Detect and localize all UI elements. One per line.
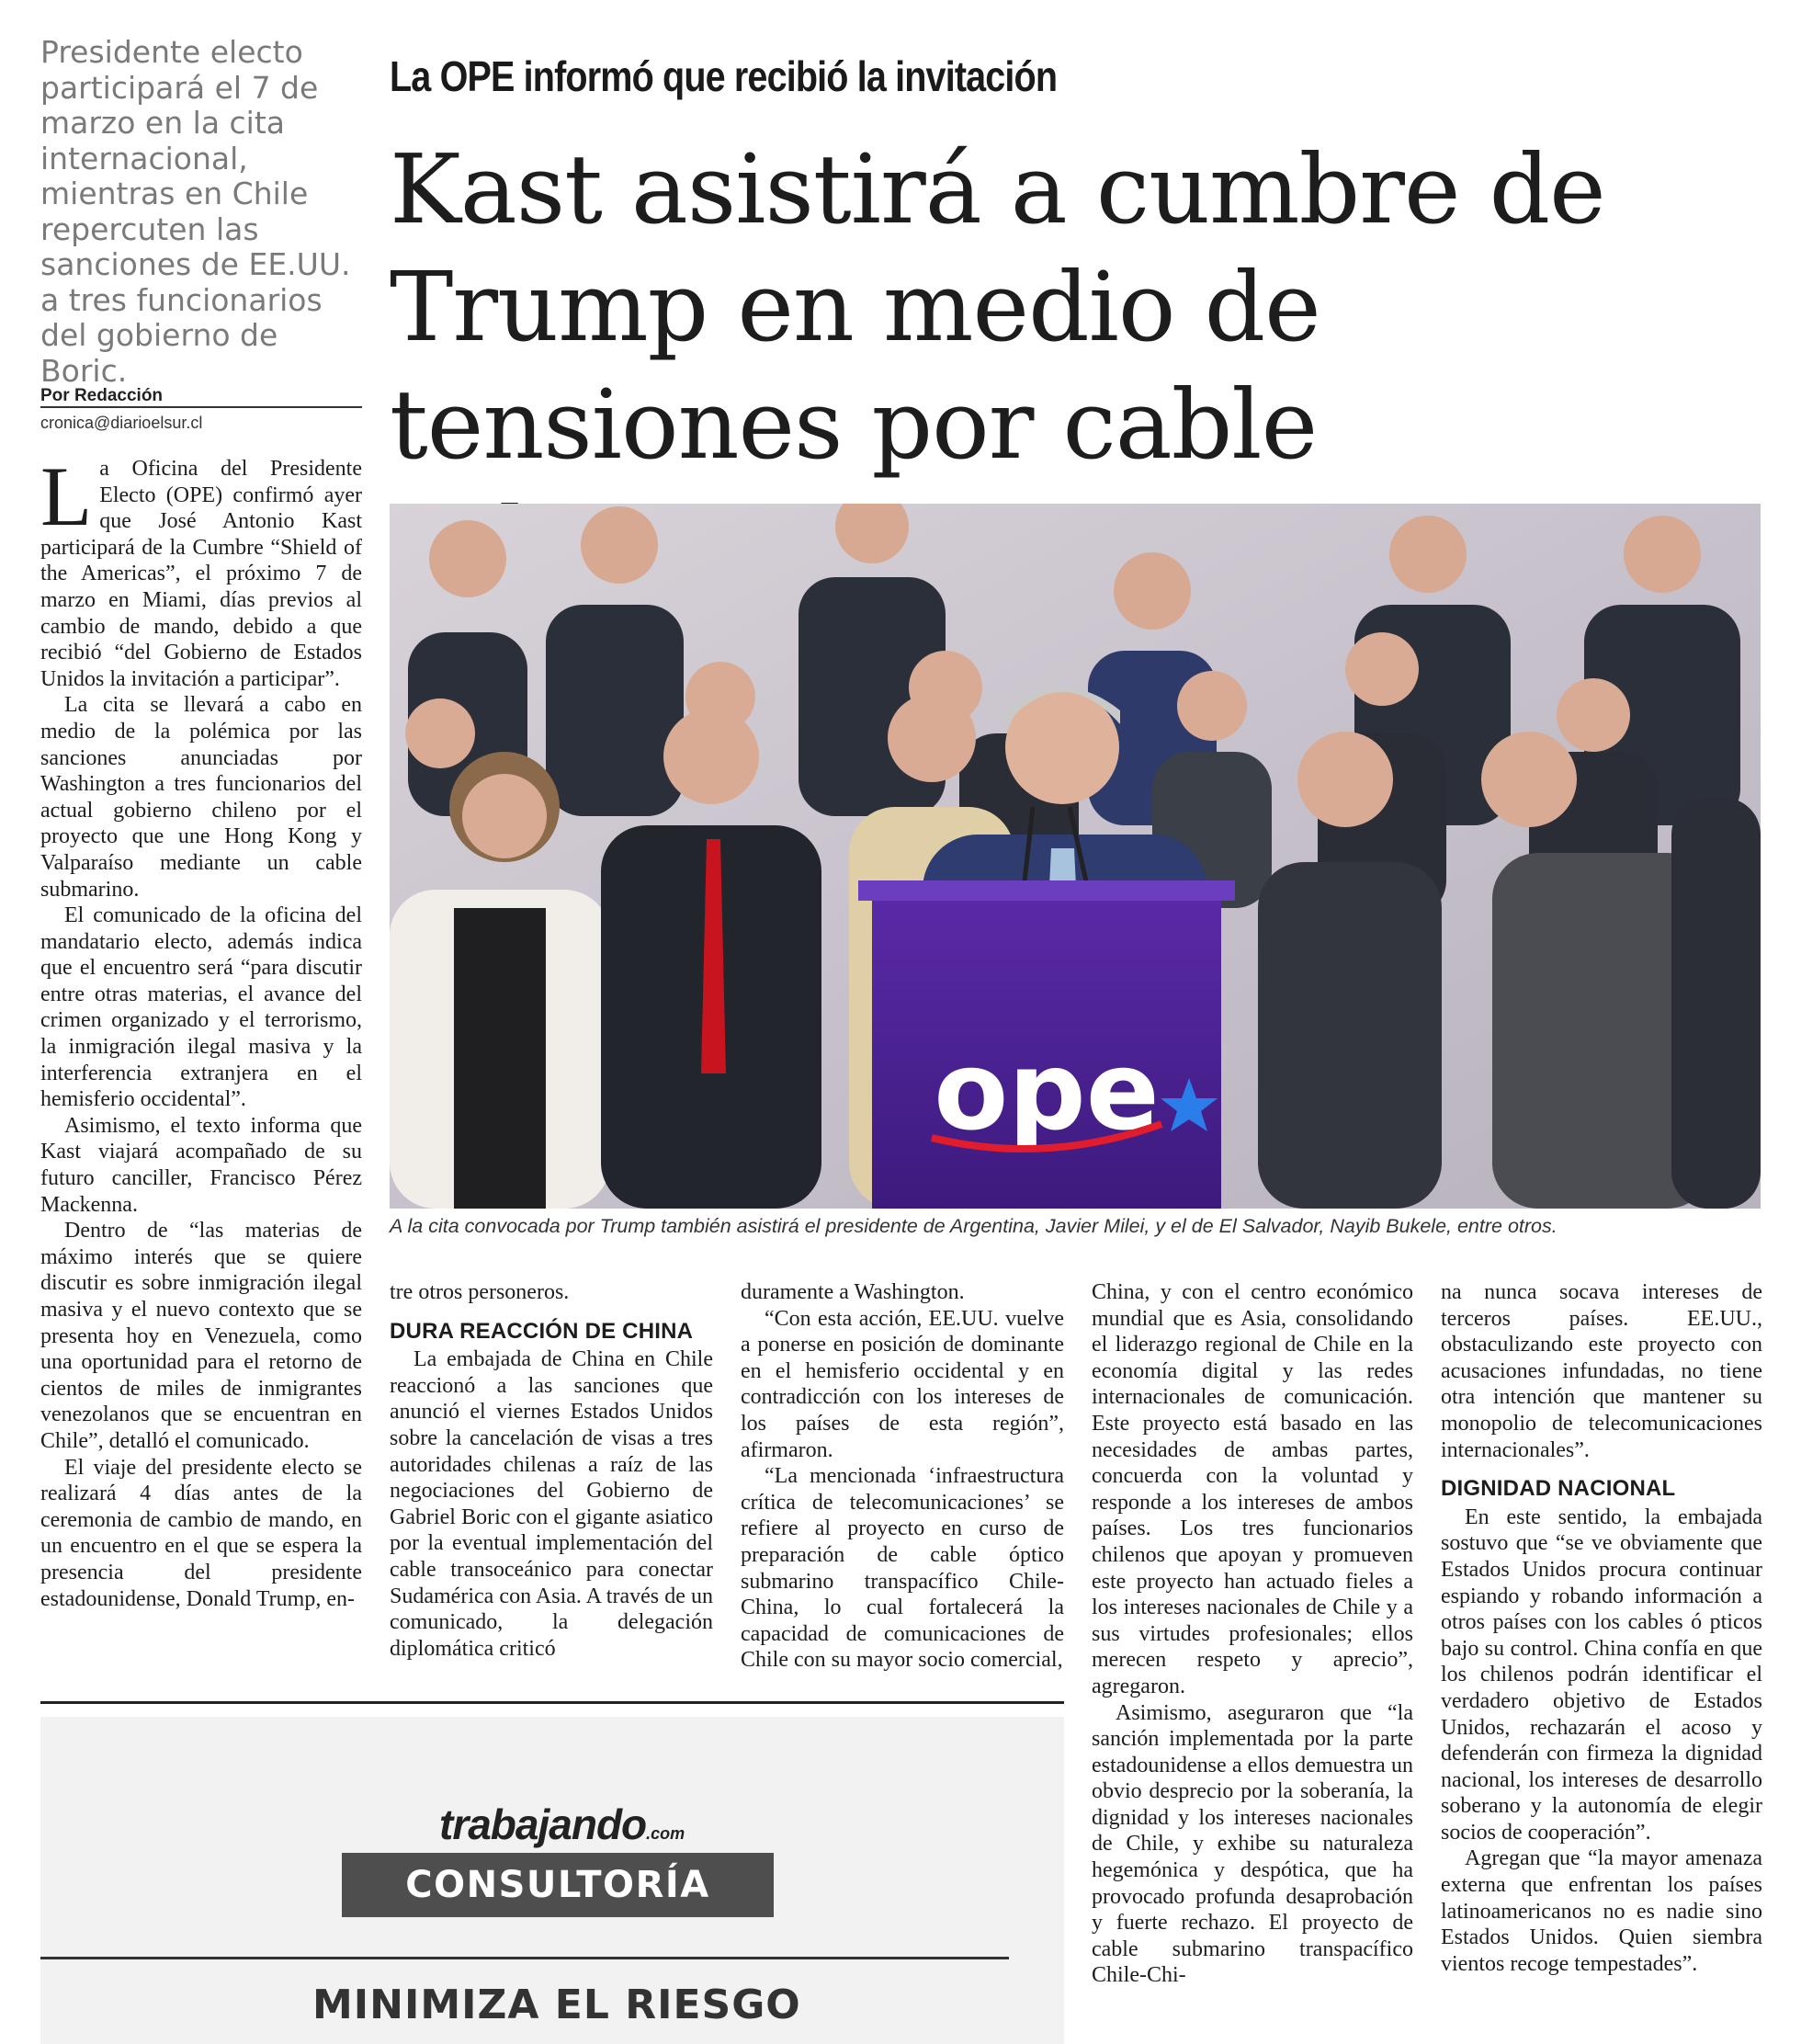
paragraph: Asimismo, aseguraron que “la sanción implementada por la parte estadounidense a ellos demuestra un obvio desprecio por la soberanía, la dignidad y los intereses nacionales de Chile, y exhibe su naturaleza hegemónica y despótica, que ha provocado profunda desaprobación y fuerte rechazo. El proyecto de cable submarino transpacífico Chile-Chi- <box>1092 1700 1413 1988</box>
photo-caption: A la cita convocada por Trump también asistirá el presidente de Argentina, Javier Milei, y el de El Salvador, Nayib Bukele, entre otros. <box>390 1215 1557 1237</box>
paragraph: Dentro de “las materias de máximo interés que se quiere discutir es sobre inmigración ilegal masiva y el nuevo contexto que se presenta hoy en Venezuela, como una oportunidad para el retorno de cientos de miles de inmigrantes venezolanos que se encuentran en Chile”, detalló el comunicado. <box>40 1219 362 1453</box>
paragraph: Asimismo, el texto informa que Kast viajará acompañado de su futuro canciller, Francisco Pérez Mackenna. <box>40 1113 362 1217</box>
author-email[interactable]: cronica@diarioelsur.cl <box>40 414 203 432</box>
paragraph: El comunicado de la oficina del mandatario electo, además indica que el encuentro será “para discutir entre otras materias, el avance del crimen organizado y el terrorismo, la inmigración ilegal masiva y la interferencia extranjera en el hemisferio occidental”. <box>40 903 362 1112</box>
podium <box>858 880 1235 1209</box>
section-heading: DIGNIDAD NACIONAL <box>1441 1476 1676 1502</box>
paragraph-text: a Oficina del Presidente Electo (OPE) confirmó ayer que José Antonio Kast participará de la Cumbre “Shield of the Americas”, el próximo 7 de marzo en Miami, días previos al cambio de mando, debido a que recibió “del Gobierno de Estados Unidos la invitación a participar”. <box>40 457 362 691</box>
paragraph: La cita se llevará a cabo en medio de la polémica por las sanciones anunciadas por Washington a tres funcionarios del actual gobierno chileno por el proyecto que une Hong Kong y Valparaíso mediante un cable submarino. <box>40 693 362 902</box>
paragraph: La embajada de China en Chile reaccionó a las sanciones que anunció el viernes Estados Unidos sobre la cancelación de visas a tres autoridades chilenas a raíz de las negociaciones del Gobierno de Gabriel Boric con el gigante asiatico por la eventual implementación del cable transoceánico para conectar Sudamérica con Asia. A través de un comunicado, la delegación diplomática criticó <box>390 1347 713 1661</box>
column-4 <box>1092 1279 1413 1989</box>
column-3 <box>741 1279 1064 1674</box>
column-1 <box>40 449 362 1612</box>
paragraph: duramente a Washington. <box>741 1280 965 1304</box>
lede-summary: Presidente electo participará el 7 de marzo en la cita internacional, mientras en Chile repercuten las sanciones de EE.UU. a tres funcionarios del gobierno de Boric. <box>40 34 351 389</box>
paragraph: El viaje del presidente electo se realizará 4 días antes de la ceremonia de cambio de mando, en un encuentro en el que se espera la presencia del presidente estadounidense, Donald Trump, en- <box>40 1455 362 1611</box>
paragraph: na nunca socava intereses de terceros países. EE.UU., obstaculizando este proyecto con acusaciones infundadas, no tiene otra intención que mantener su monopolio de telecomunicaciones internacionales”. <box>1441 1280 1762 1462</box>
headline: Kast asistirá a cumbre de Trump en medio de tensiones por cable <box>390 133 1605 481</box>
paragraph: Agregan que “la mayor amenaza externa que enfrentan los países latinoamericanos no es nadie sino Estados Unidos. Quien siembra vientos recoge tempestades”. <box>1441 1846 1762 1976</box>
paragraph <box>40 449 362 692</box>
ad-divider <box>40 1957 1009 1959</box>
press-conference-photo <box>390 504 1761 1209</box>
podium-logo: ope <box>934 1028 1160 1154</box>
ad-logo[interactable] <box>439 1800 685 1849</box>
drop-cap: L <box>40 449 93 543</box>
ad-logo-suffix: .com <box>646 1824 685 1843</box>
kicker: La OPE informó que recibió la invitación <box>390 52 1058 100</box>
column-2 <box>390 1279 713 1662</box>
paragraph: “Con esta acción, EE.UU. vuelve a ponerse en posición de dominante en el hemisferio occidental y en contradicción con los intereses de los países de esta región”, afirmaron. <box>741 1306 1064 1462</box>
section-heading: DURA REACCIÓN DE CHINA <box>390 1318 694 1344</box>
ad-tagline: MINIMIZA EL RIESGO <box>312 1982 801 2028</box>
paragraph: tre otros personeros. <box>390 1280 570 1304</box>
column-5 <box>1441 1279 1762 1977</box>
paragraph: “La mencionada ‘infraestructura crítica de telecomunicaciones’ se refiere al proyecto en curso de preparación de cable óptico submarino transpacífico Chile-China, lo cual fortalecerá la capacidad de comunicaciones de Chile con su mayor socio comercial, <box>741 1464 1064 1673</box>
section-divider <box>40 1701 1064 1704</box>
ad-logo-text: trabajando <box>439 1800 647 1848</box>
paragraph: En este sentido, la embajada sostuvo que “se ve obviamente que Estados Unidos procura continuar espiando y robando información a otros países con los cables ó pticos bajo su control. China confía en que los chilenos podrán identificar el verdadero objetivo de Estados Unidos, rechazarán el acoso y defenderán con firmeza la dignidad nacional, los intereses de desarrollo soberano y la autonomía de elegir socios de cooperación”. <box>1441 1505 1762 1845</box>
ad-consultoria-banner[interactable]: CONSULTORÍA <box>342 1853 774 1917</box>
paragraph: China, y con el centro económico mundial que es Asia, consolidando el liderazgo regional de Chile en la economía digital y las redes internacionales de comunicación. Este proyecto está basado en las necesidades de ambas partes, concuerda con la voluntad y responde a los intereses de ambos países. Los tres funcionarios chilenos que apoyan y promueven este proyecto han actuado fieles a los intereses nacionales de Chile y a sus virtudes profesionales; ellos merecen respeto y aprecio”, agregaron. <box>1092 1280 1413 1698</box>
byline-rule <box>40 406 362 408</box>
byline: Por Redacción <box>40 386 164 405</box>
